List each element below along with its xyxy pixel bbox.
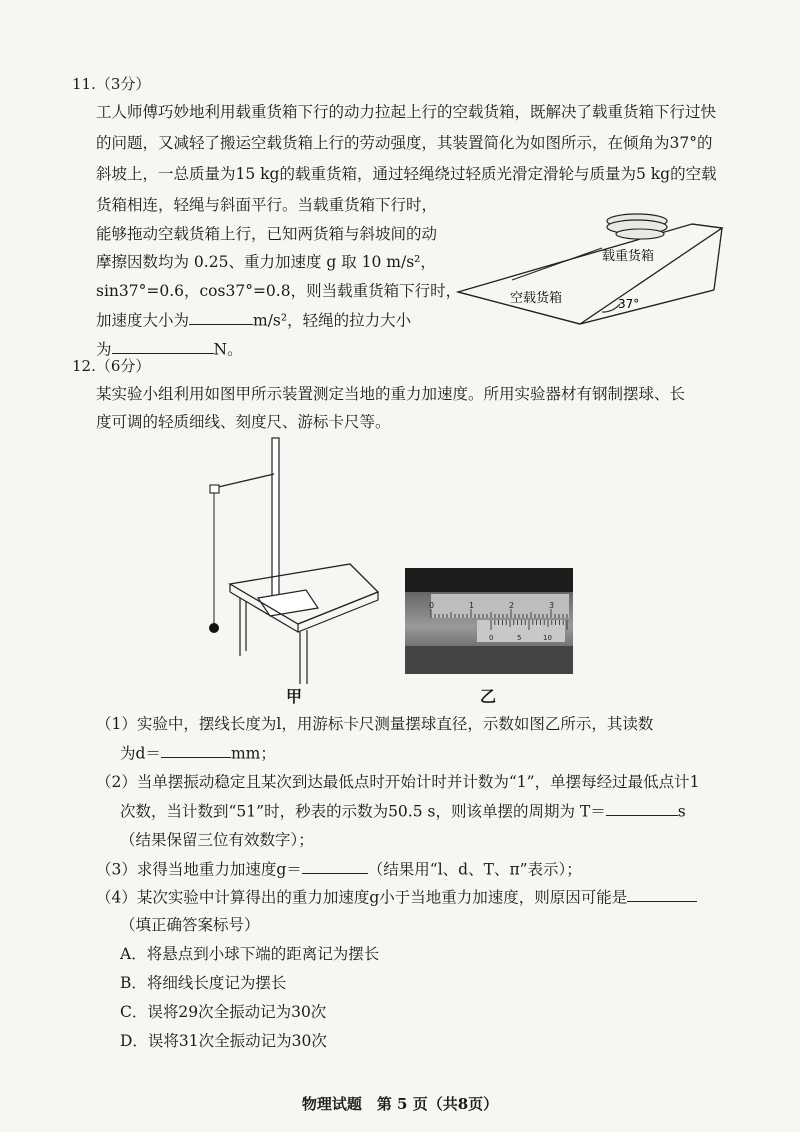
q11-accel-suffix: m/s²，轻绳的拉力大小 [253,311,412,330]
q11-number: 11. [72,75,96,93]
vernier-label-0: 0 [489,634,494,642]
page-footer: 物理试题 第 5 页（共8页） [301,1095,499,1113]
q12-sub2-line1: （2）当单摆振动稳定且某次到达最低点时开始计时并计数为“1”，单摆每经过最低点计1 [96,773,700,791]
q12-sub2-suffix: s [677,802,686,821]
q11-para-line-3: 斜坡上，一总质量为15 kg的载重货箱，通过轻绳绕过轻质光滑定滑轮与质量为5 kg的空载 [96,165,717,183]
q12-sub3-prefix: （3）求得当地重力加速度g＝ [96,860,302,879]
q12-sub1-suffix: mm； [230,744,276,763]
option-b: B．将细线长度记为摆长 [120,974,287,992]
q11-para-line-2: 的问题，又减轻了搬运空载货箱上行的劳动强度，其装置简化为如图所示，在倾角为37°的 [96,134,713,152]
q12-score: （6分） [95,357,151,375]
option-d: D．误将31次全振动记为30次 [120,1032,327,1050]
q12-sub1-line2 [120,741,276,766]
vernier-label-10: 10 [543,634,552,642]
q11-para-line-1: 工人师傅巧妙地利用载重货箱下行的动力拉起上行的空载货箱，既解决了载重货箱下行过快 [96,103,717,121]
q12-T-blank[interactable] [606,799,678,816]
q12-sub2-line2 [120,799,686,824]
angle-label: 37° [618,297,640,311]
q12-sub4-line1 [96,885,697,910]
option-c: C．误将29次全振动记为30次 [120,1003,327,1021]
q11-tension-blank[interactable] [112,337,214,354]
caliper-figure [405,568,573,674]
q11-score: （3分） [95,75,151,93]
vernier-label-5: 5 [517,634,522,642]
q12-reason-blank[interactable] [627,885,697,902]
q12-intro-line-1: 某实验小组利用如图甲所示装置测定当地的重力加速度。所用实验器材有钢制摆球、长 [96,385,686,403]
main-scale-label-3: 3 [549,601,555,610]
q11-accel-blank[interactable] [189,308,253,325]
main-scale-label-2: 2 [509,601,515,610]
pendulum-figure [200,436,382,686]
q12-sub4-line2: （填正确答案标号） [120,916,260,934]
fig-yi-label: 乙 [480,687,497,706]
fig-jia-label: 甲 [286,687,303,706]
loaded-box-label: 载重货箱 [602,249,655,264]
q12-sub1-prefix: 为d＝ [120,744,161,763]
q11-accel-line [96,308,411,333]
q11-left-line-3: sin37°=0.6，cos37°=0.8，则当载重货箱下行时， [96,282,462,300]
stand-base [258,590,318,616]
rope-line [512,248,602,280]
incline-wedge-top [458,224,722,324]
main-scale-label-1: 1 [469,601,475,610]
q12-intro-line-2: 度可调的轻质细线、刻度尺、游标卡尺等。 [96,413,391,431]
q11-para-line-4: 货箱相连，轻绳与斜面平行。当载重货箱下行时， [96,196,438,214]
main-scale-label-0: 0 [429,601,435,610]
q11-tension-prefix: 为 [96,340,112,359]
q12-sub4-prefix: （4）某次实验中计算得出的重力加速度g小于当地重力加速度，则原因可能是 [96,888,628,907]
q12-sub2-line3: （结果保留三位有效数字）； [120,831,314,849]
q12-sub3-suffix: （结果用“l、d、T、π”表示）； [367,860,582,879]
empty-box-label: 空载货箱 [510,291,563,306]
incline-figure [452,200,724,330]
q12-g-blank[interactable] [302,857,368,874]
stand-rod [272,438,279,598]
q11-left-line-1: 能够拖动空载货箱上行，已知两货箱与斜坡间的动 [96,225,438,243]
loaded-box-shape [616,229,664,239]
q12-number: 12. [72,357,96,375]
option-a: A．将悬点到小球下端的距离记为摆长 [120,945,380,963]
q11-tension-suffix: N。 [213,340,243,359]
q12-sub3-line [96,857,582,882]
q12-header [72,354,150,378]
q12-d-blank[interactable] [161,741,231,758]
q12-sub1-line1: （1）实验中，摆线长度为l，用游标卡尺测量摆球直径，示数如图乙所示，其读数 [96,715,654,733]
q12-sub2-prefix: 次数，当计数到“51”时，秒表的示数为50.5 s，则该单摆的周期为 T＝ [120,802,606,821]
pendulum-bob [209,623,219,633]
stand-arm [214,474,274,488]
q11-accel-prefix: 加速度大小为 [96,311,190,330]
q11-header [72,72,150,96]
q11-left-line-2: 摩擦因数均为 0.25、重力加速度 g 取 10 m/s²， [96,253,436,271]
